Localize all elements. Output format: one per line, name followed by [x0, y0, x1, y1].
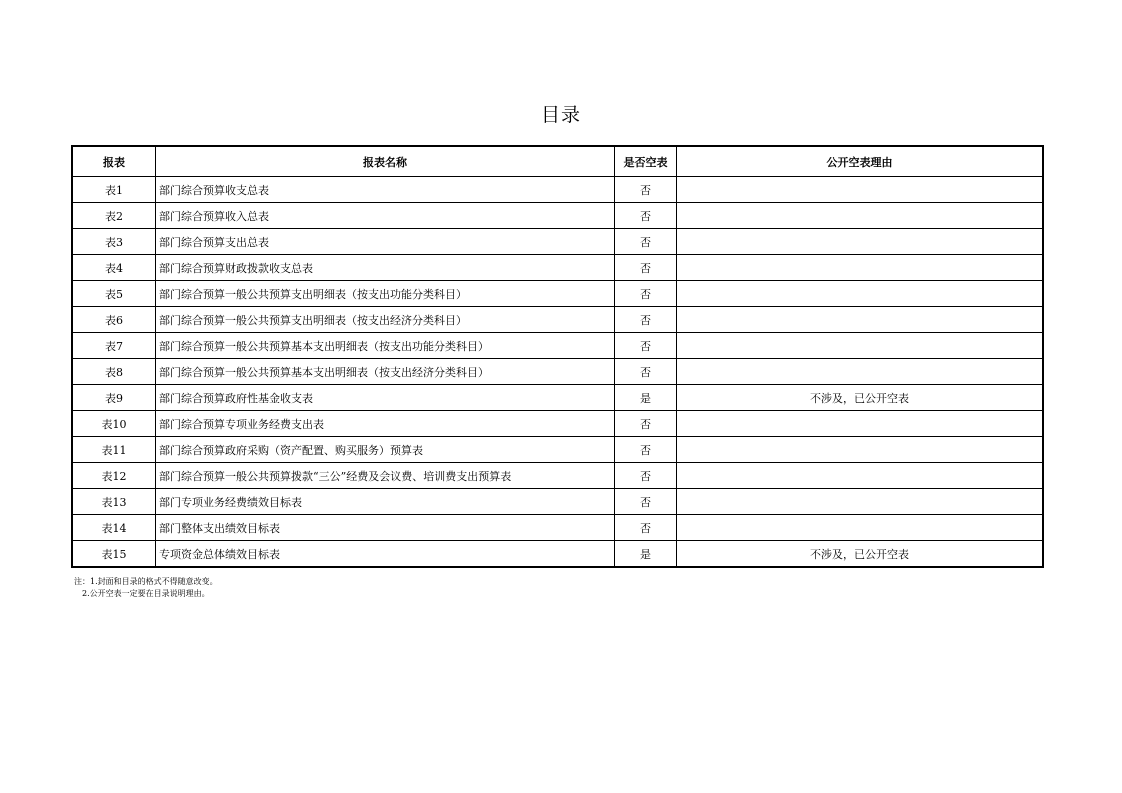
table-row — [73, 385, 1043, 411]
is-empty-cell: 否 — [615, 177, 677, 203]
is-empty-cell: 是 — [615, 541, 677, 567]
empty-reason-cell — [677, 359, 1043, 385]
report-number-cell: 表12 — [73, 463, 156, 489]
table-row — [73, 489, 1043, 515]
empty-reason-cell — [677, 281, 1043, 307]
page-title: 目录 — [540, 104, 581, 126]
empty-reason-cell — [677, 333, 1043, 359]
report-number-cell: 表14 — [73, 515, 156, 541]
table-row — [73, 281, 1043, 307]
empty-reason-cell — [677, 463, 1043, 489]
header-empty-reason: 公开空表理由 — [677, 147, 1043, 177]
table-row — [73, 411, 1043, 437]
table-row — [73, 333, 1043, 359]
report-name-cell: 部门综合预算一般公共预算基本支出明细表（按支出功能分类科目） — [156, 333, 615, 359]
is-empty-cell: 是 — [615, 385, 677, 411]
is-empty-cell: 否 — [615, 333, 677, 359]
footnotes — [74, 576, 218, 600]
empty-reason-cell — [677, 307, 1043, 333]
is-empty-cell: 否 — [615, 281, 677, 307]
is-empty-cell: 否 — [615, 515, 677, 541]
is-empty-cell: 否 — [615, 411, 677, 437]
report-number-cell: 表4 — [73, 255, 156, 281]
report-number-cell: 表13 — [73, 489, 156, 515]
table-row — [73, 437, 1043, 463]
is-empty-cell: 否 — [615, 437, 677, 463]
table-row — [73, 229, 1043, 255]
is-empty-cell: 否 — [615, 203, 677, 229]
table-row — [73, 307, 1043, 333]
report-name-cell: 部门专项业务经费绩效目标表 — [156, 489, 615, 515]
report-name-cell: 部门整体支出绩效目标表 — [156, 515, 615, 541]
table-header-row — [73, 147, 1043, 177]
table-row — [73, 359, 1043, 385]
report-number-cell: 表5 — [73, 281, 156, 307]
report-name-cell: 部门综合预算一般公共预算支出明细表（按支出经济分类科目） — [156, 307, 615, 333]
report-number-cell: 表6 — [73, 307, 156, 333]
empty-reason-cell — [677, 177, 1043, 203]
report-number-cell: 表9 — [73, 385, 156, 411]
table-row — [73, 515, 1043, 541]
empty-reason-cell — [677, 515, 1043, 541]
report-number-cell: 表7 — [73, 333, 156, 359]
is-empty-cell: 否 — [615, 463, 677, 489]
table-row — [73, 255, 1043, 281]
table-row — [73, 203, 1043, 229]
header-report-name: 报表名称 — [156, 147, 615, 177]
header-is-empty: 是否空表 — [615, 147, 677, 177]
report-name-cell: 专项资金总体绩效目标表 — [156, 541, 615, 567]
report-name-cell: 部门综合预算收入总表 — [156, 203, 615, 229]
empty-reason-cell — [677, 255, 1043, 281]
report-number-cell: 表11 — [73, 437, 156, 463]
report-name-cell: 部门综合预算一般公共预算支出明细表（按支出功能分类科目） — [156, 281, 615, 307]
report-number-cell: 表8 — [73, 359, 156, 385]
catalog-table — [72, 146, 1043, 567]
report-name-cell: 部门综合预算支出总表 — [156, 229, 615, 255]
empty-reason-cell — [677, 411, 1043, 437]
header-report: 报表 — [73, 147, 156, 177]
table-row — [73, 463, 1043, 489]
empty-reason-cell: 不涉及，已公开空表 — [677, 385, 1043, 411]
is-empty-cell: 否 — [615, 307, 677, 333]
report-name-cell: 部门综合预算一般公共预算基本支出明细表（按支出经济分类科目） — [156, 359, 615, 385]
table-row — [73, 541, 1043, 567]
footnote-1: 注：1.封面和目录的格式不得随意改变。 — [74, 577, 218, 586]
report-number-cell: 表3 — [73, 229, 156, 255]
report-name-cell: 部门综合预算一般公共预算拨款“三公”经费及会议费、培训费支出预算表 — [156, 463, 615, 489]
report-name-cell: 部门综合预算收支总表 — [156, 177, 615, 203]
report-number-cell: 表10 — [73, 411, 156, 437]
is-empty-cell: 否 — [615, 255, 677, 281]
is-empty-cell: 否 — [615, 359, 677, 385]
report-number-cell: 表1 — [73, 177, 156, 203]
empty-reason-cell: 不涉及，已公开空表 — [677, 541, 1043, 567]
is-empty-cell: 否 — [615, 489, 677, 515]
report-number-cell: 表15 — [73, 541, 156, 567]
empty-reason-cell — [677, 229, 1043, 255]
report-name-cell: 部门综合预算财政拨款收支总表 — [156, 255, 615, 281]
report-name-cell: 部门综合预算政府性基金收支表 — [156, 385, 615, 411]
footnote-2: 2.公开空表一定要在目录说明理由。 — [82, 589, 210, 598]
table-row — [73, 177, 1043, 203]
empty-reason-cell — [677, 489, 1043, 515]
empty-reason-cell — [677, 437, 1043, 463]
report-number-cell: 表2 — [73, 203, 156, 229]
report-name-cell: 部门综合预算政府采购（资产配置、购买服务）预算表 — [156, 437, 615, 463]
report-name-cell: 部门综合预算专项业务经费支出表 — [156, 411, 615, 437]
empty-reason-cell — [677, 203, 1043, 229]
is-empty-cell: 否 — [615, 229, 677, 255]
